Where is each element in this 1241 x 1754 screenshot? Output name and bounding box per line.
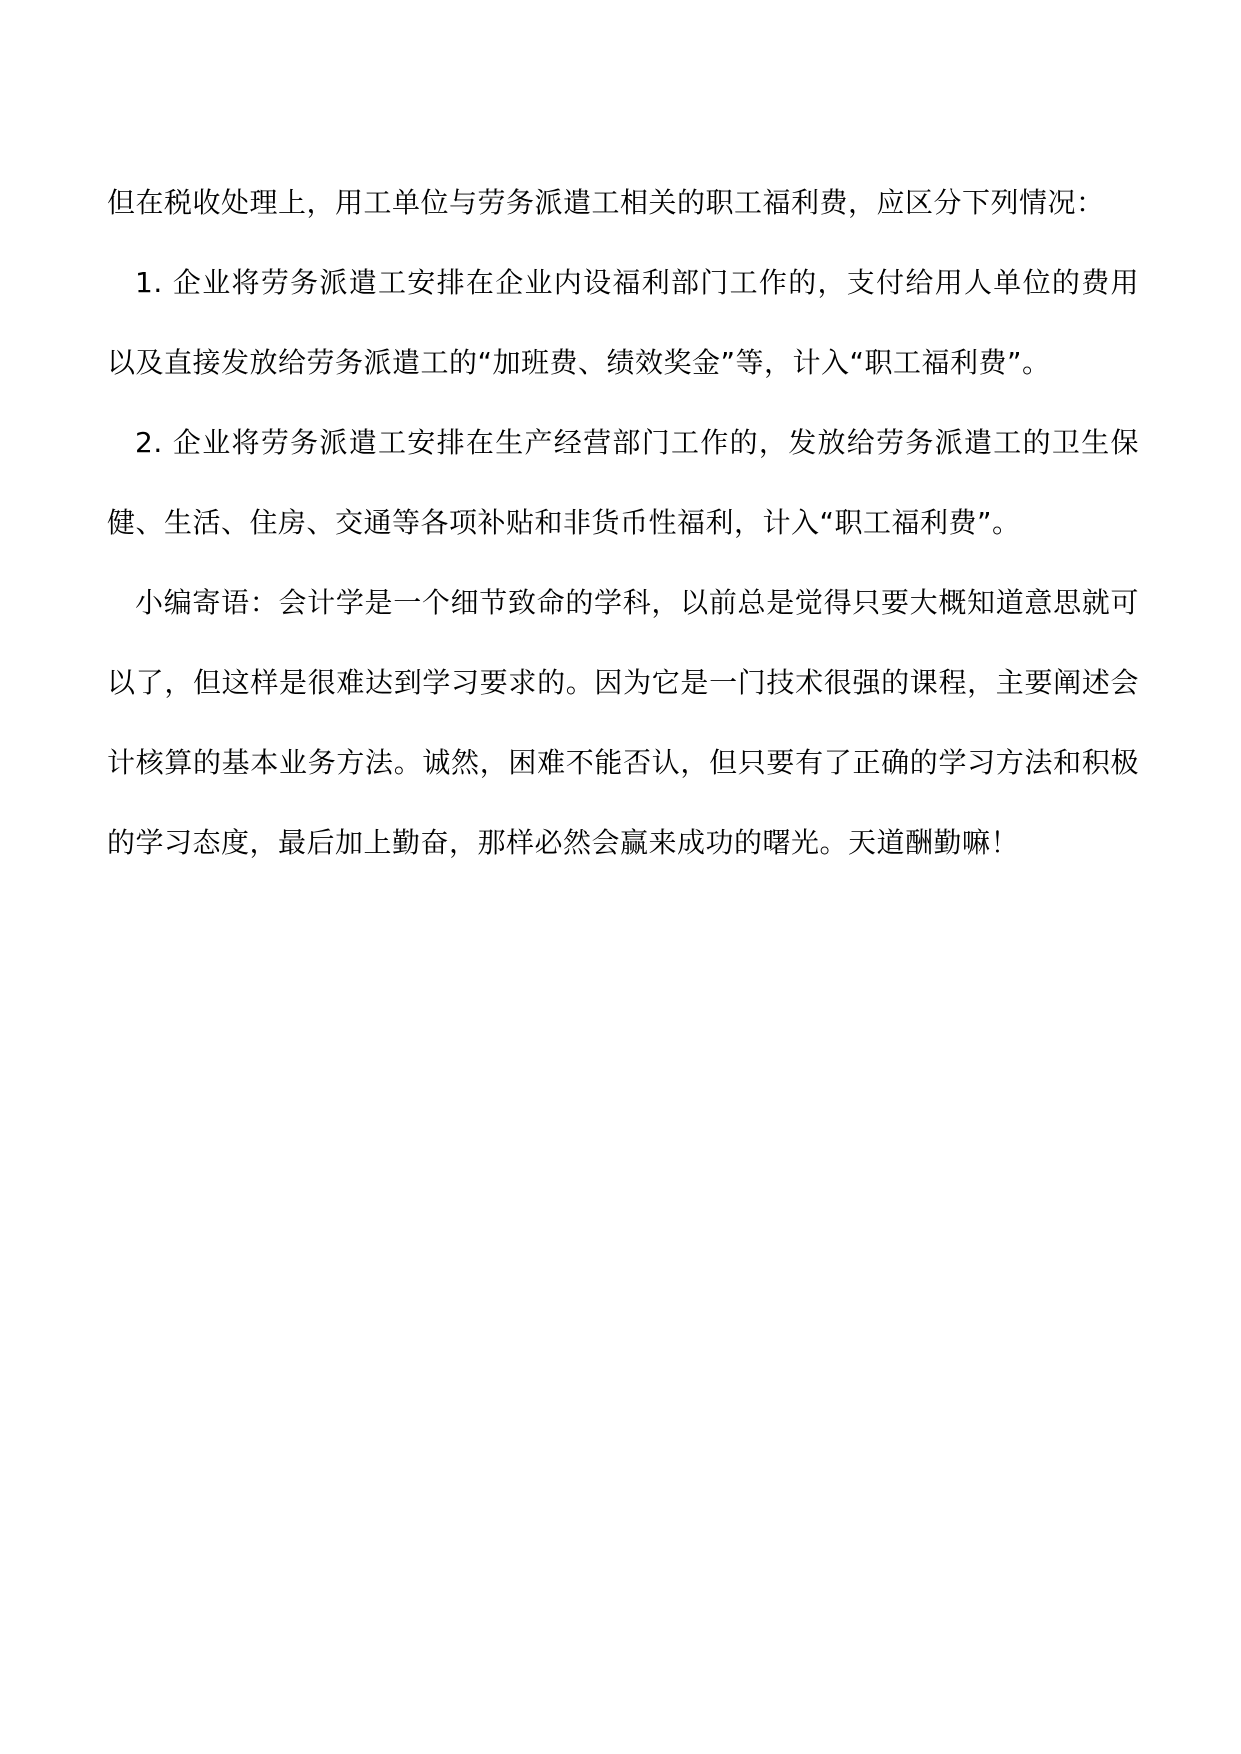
paragraph-editor-note: 小编寄语：会计学是一个细节致命的学科，以前总是觉得只要大概知道意思就可以了，但这样是很难达到学习要求的。因为它是一门技术很强的课程，主要阐述会计核算的基本业务方法。诚然，困难不能否认，但只要有了正确的学习方法和积极的学习态度，最后加上勤奋，那样必然会赢来成功的曙光。天道酬勤嘛！ <box>107 586 1139 859</box>
paragraph-intro: 但在税收处理上，用工单位与劳务派遣工相关的职工福利费，应区分下列情况： <box>107 186 1105 219</box>
paragraph-item-2: 2. 企业将劳务派遣工安排在生产经营部门工作的，发放给劳务派遣工的卫生保健、生活、住房、交通等各项补贴和非货币性福利，计入“职工福利费”。 <box>107 426 1139 539</box>
paragraph-item-1: 1. 企业将劳务派遣工安排在企业内设福利部门工作的，支付给用人单位的费用以及直接发放给劳务派遣工的“加班费、绩效奖金”等，计入“职工福利费”。 <box>107 266 1139 379</box>
document-body <box>107 163 1139 883</box>
